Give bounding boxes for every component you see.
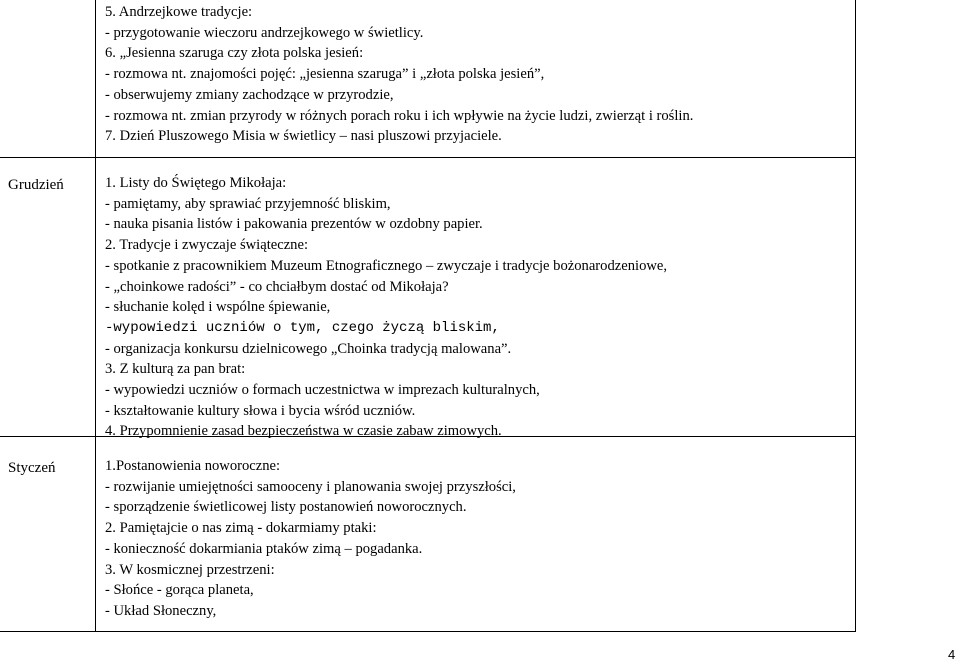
column-divider: [95, 0, 96, 632]
row-divider-grudzien: [0, 157, 856, 158]
text-line: - rozwijanie umiejętności samooceny i planowania swojej przyszłości,: [105, 478, 516, 495]
text-line: - Słońce - gorąca planeta,: [105, 582, 254, 599]
text-line: 1.Postanowienia noworoczne:: [105, 458, 281, 474]
text-line: - nauka pisania listów i pakowania prezentów w ozdobny papier.: [105, 216, 483, 233]
text-line: - Układ Słoneczny,: [105, 602, 217, 619]
text-line: - konieczność dokarmiania ptaków zimą – pogadanka.: [105, 540, 423, 557]
text-line: 1. Listy do Świętego Mikołaja:: [105, 175, 287, 191]
text-line: - kształtowanie kultury słowa i bycia wśród uczniów.: [105, 402, 416, 419]
text-line: 5. Andrzejkowe tradycje:: [105, 4, 253, 20]
text-line: 2. Tradycje i zwyczaje świąteczne:: [105, 237, 309, 254]
text-line: 2. Pamiętajcie o nas zimą - dokarmiamy ptaki:: [105, 520, 377, 537]
text-line: - wypowiedzi uczniów o formach uczestnictwa w imprezach kulturalnych,: [105, 382, 540, 399]
text-line: 4. Przypomnienie zasad bezpieczeństwa w czasie zabaw zimowych.: [105, 423, 502, 440]
text-line: - słuchanie kolęd i wspólne śpiewanie,: [105, 299, 331, 316]
top-row-content: [105, 2, 850, 147]
text-line: - obserwujemy zmiany zachodzące w przyrodzie,: [105, 86, 394, 103]
text-line: 6. „Jesienna szaruga czy złota polska jesień:: [105, 45, 364, 62]
text-line: -wypowiedzi uczniów o tym, czego życzą bliskim,: [105, 319, 500, 336]
text-line: - organizacja konkursu dzielnicowego „Choinka tradycją malowana”.: [105, 340, 512, 357]
month-label-grudzien: Grudzień: [8, 177, 64, 193]
month-label-styczen: Styczeń: [8, 460, 56, 476]
text-line: - „choinkowe radości” - co chciałbym dostać od Mikołaja?: [105, 278, 449, 295]
text-line: 7. Dzień Pluszowego Misia w świetlicy – nasi pluszowi przyjaciele.: [105, 128, 502, 145]
text-line: - spotkanie z pracownikiem Muzeum Etnograficznego – zwyczaje i tradycje bożonarodzeniowe,: [105, 257, 668, 274]
page-number: 4: [948, 647, 956, 662]
text-line: 3. W kosmicznej przestrzeni:: [105, 561, 275, 578]
text-line: - rozmowa nt. zmian przyrody w różnych porach roku i ich wpływie na życie ludzi, zwierząt i roślin.: [105, 107, 694, 124]
grudzien-row-content: [105, 173, 850, 442]
text-line: 3. Z kulturą za pan brat:: [105, 361, 246, 378]
text-line: - pamiętamy, aby sprawiać przyjemność bliskim,: [105, 195, 391, 212]
text-line: - przygotowanie wieczoru andrzejkowego w świetlicy.: [105, 24, 424, 41]
text-line: - sporządzenie świetlicowej listy postanowień noworocznych.: [105, 499, 467, 516]
styczen-row-content: [105, 456, 850, 622]
text-line: - rozmowa nt. znajomości pojęć: „jesienna szaruga” i „złota polska jesień”,: [105, 66, 545, 83]
